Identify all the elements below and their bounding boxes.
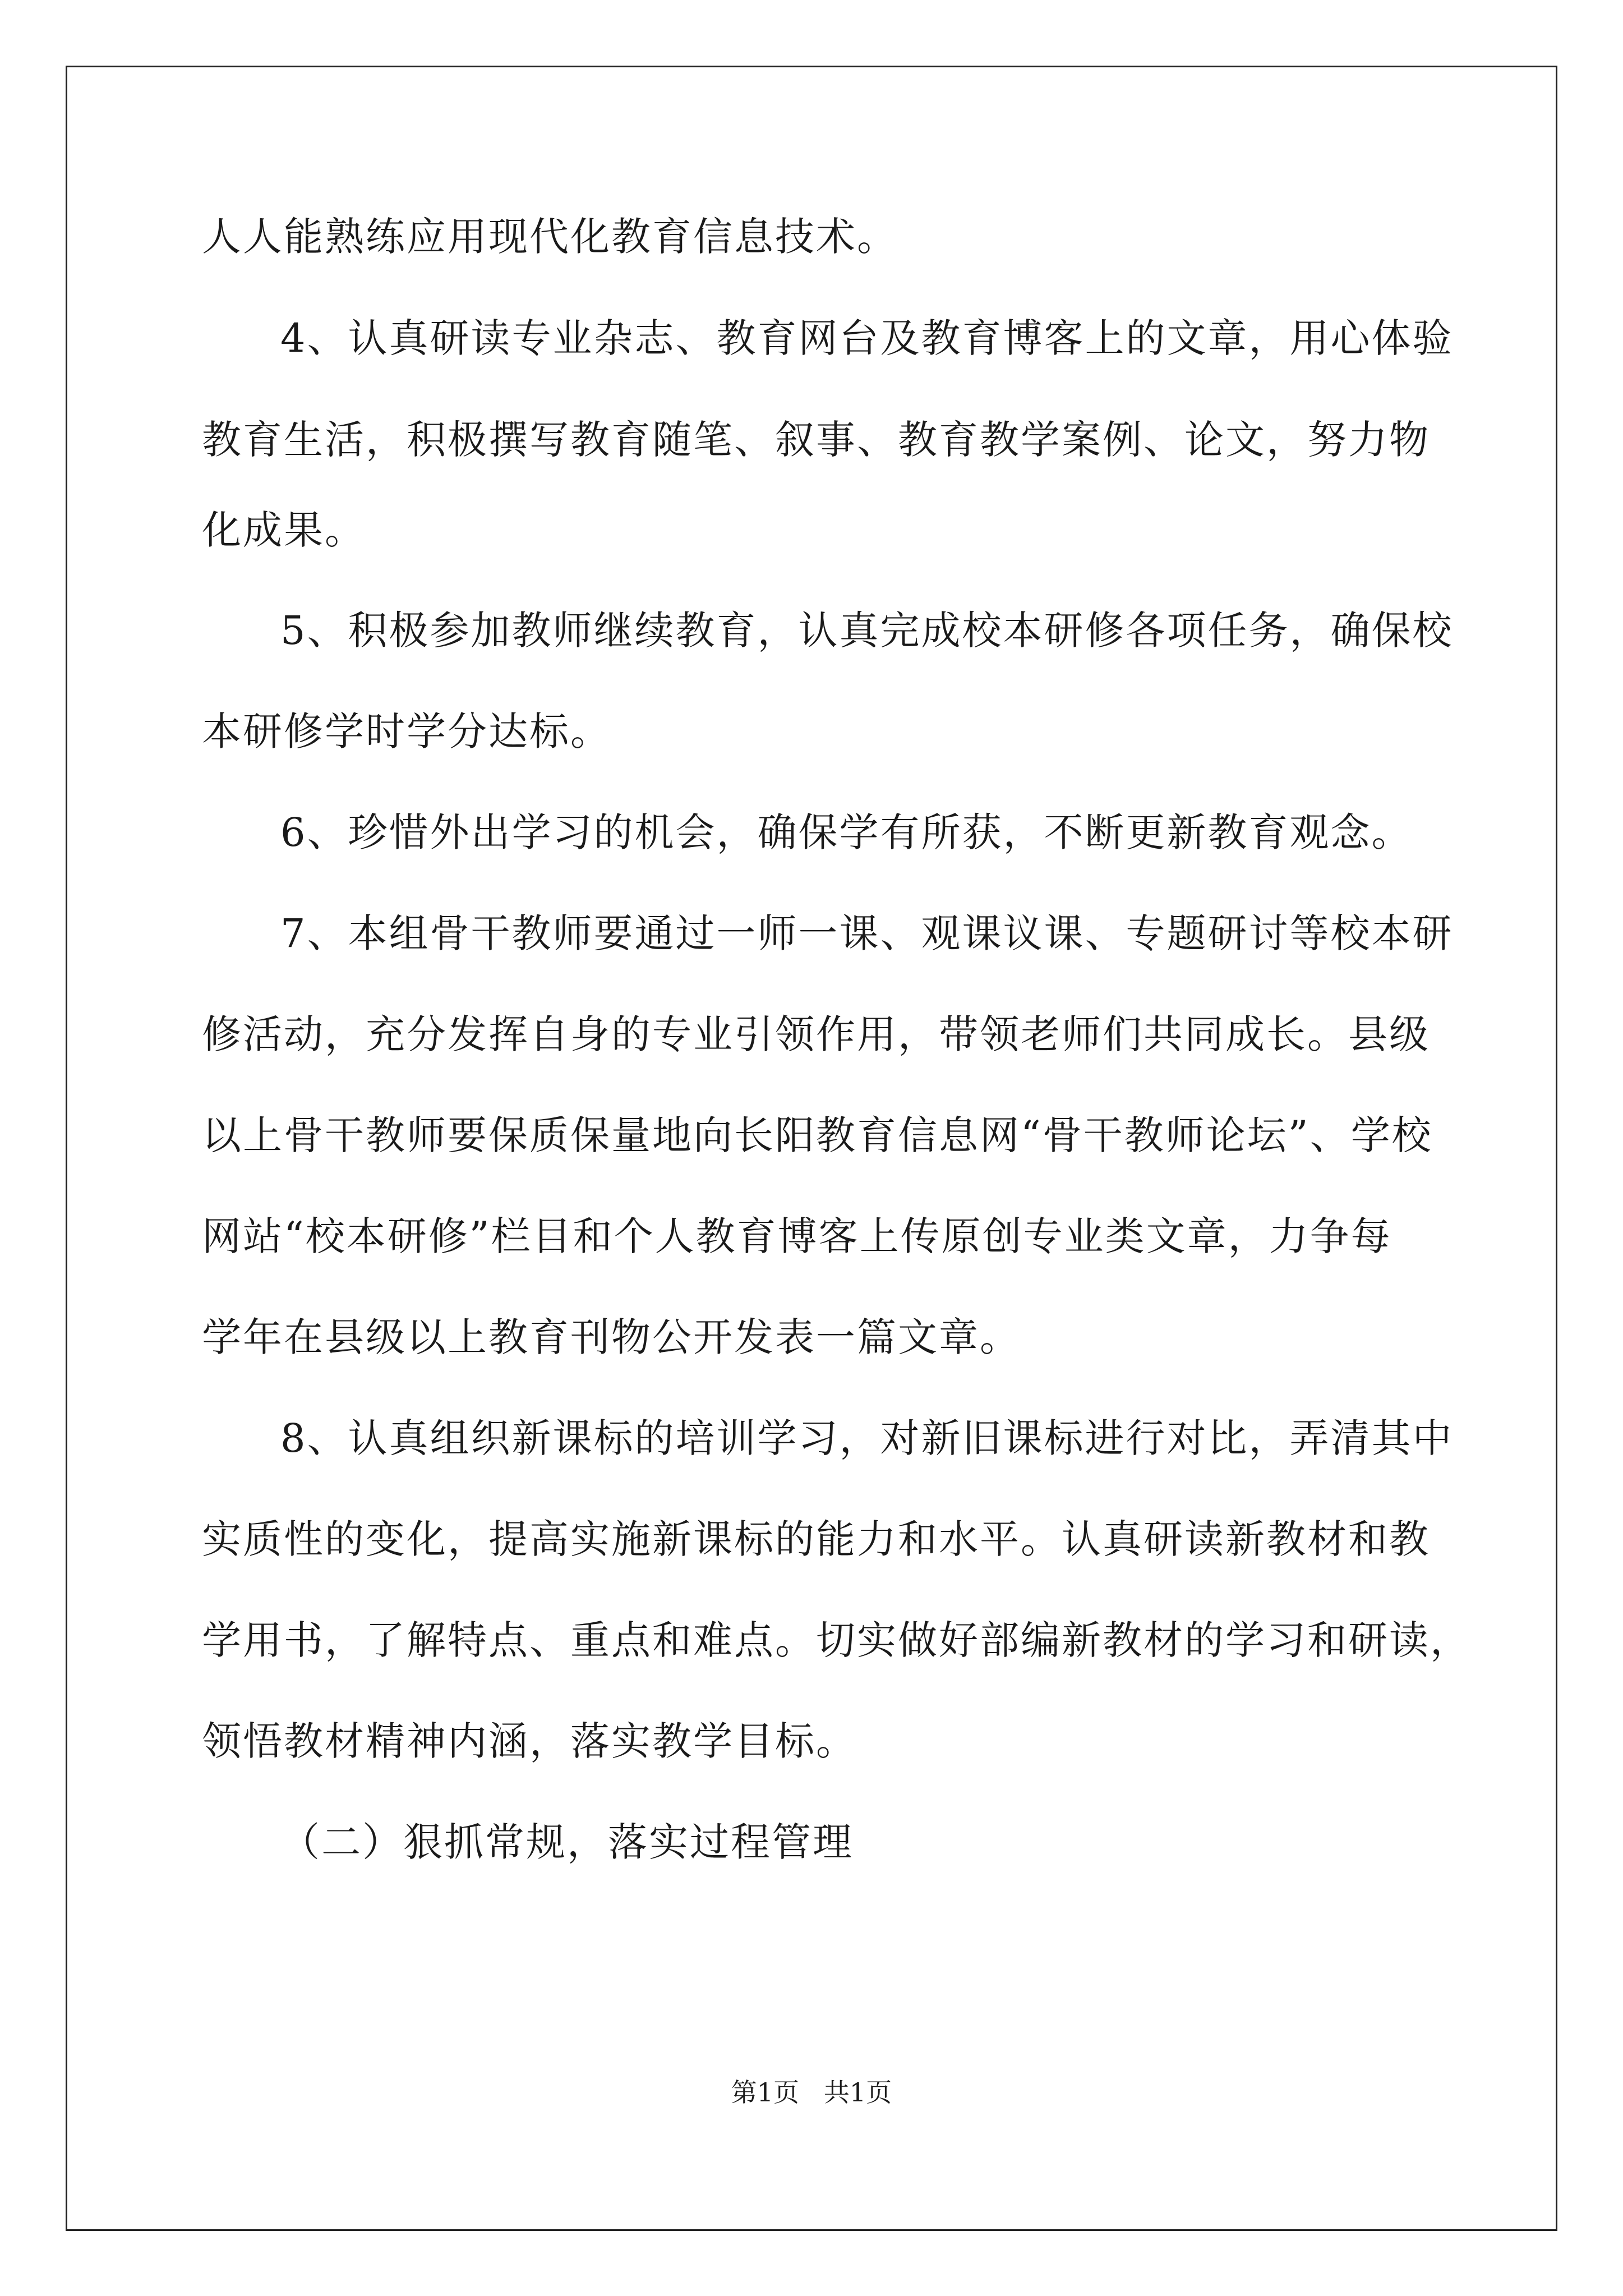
text-line: 以上骨干教师要保质保量地向长阳教育信息网“骨干教师论坛”、学校 xyxy=(202,1112,1433,1158)
text-line: 学年在县级以上教育刊物公开发表一篇文章。 xyxy=(202,1314,1021,1360)
text-line: 学用书，了解特点、重点和难点。切实做好部编新教材的学习和研读， xyxy=(202,1617,1471,1663)
text-line: 7、本组骨干教师要通过一师一课、观课议课、专题研讨等校本研 xyxy=(280,910,1454,956)
page-number: 第1页 共1页 xyxy=(731,2077,892,2108)
text-line: 8、认真组织新课标的培训学习，对新旧课标进行对比，弄清其中 xyxy=(280,1415,1454,1461)
text-line: 教育生活，积极撰写教育随笔、叙事、教育教学案例、论文，努力物 xyxy=(202,417,1430,463)
page-footer xyxy=(0,2076,1623,2109)
text-line: 网站“校本研修”栏目和个人教育博客上传原创专业类文章，力争每 xyxy=(202,1213,1392,1259)
text-line: 6、珍惜外出学习的机会，确保学有所获，不断更新教育观念。 xyxy=(280,809,1413,855)
text-line: 5、积极参加教师继续教育，认真完成校本研修各项任务，确保校 xyxy=(280,608,1454,654)
text-line: 领悟教材精神内涵，落实教学目标。 xyxy=(202,1718,857,1764)
text-line: 4、认真研读专业杂志、教育网台及教育博客上的文章，用心体验 xyxy=(280,315,1454,361)
text-line: 实质性的变化，提高实施新课标的能力和水平。认真研读新教材和教 xyxy=(202,1516,1430,1562)
section-heading: （二）狠抓常规，落实过程管理 xyxy=(280,1819,854,1865)
text-line: 修活动，充分发挥自身的专业引领作用，带领老师们共同成长。县级 xyxy=(202,1011,1430,1057)
text-line: 人人能熟练应用现代化教育信息技术。 xyxy=(202,214,898,260)
text-line: 化成果。 xyxy=(202,507,366,553)
text-line: 本研修学时学分达标。 xyxy=(202,708,611,754)
